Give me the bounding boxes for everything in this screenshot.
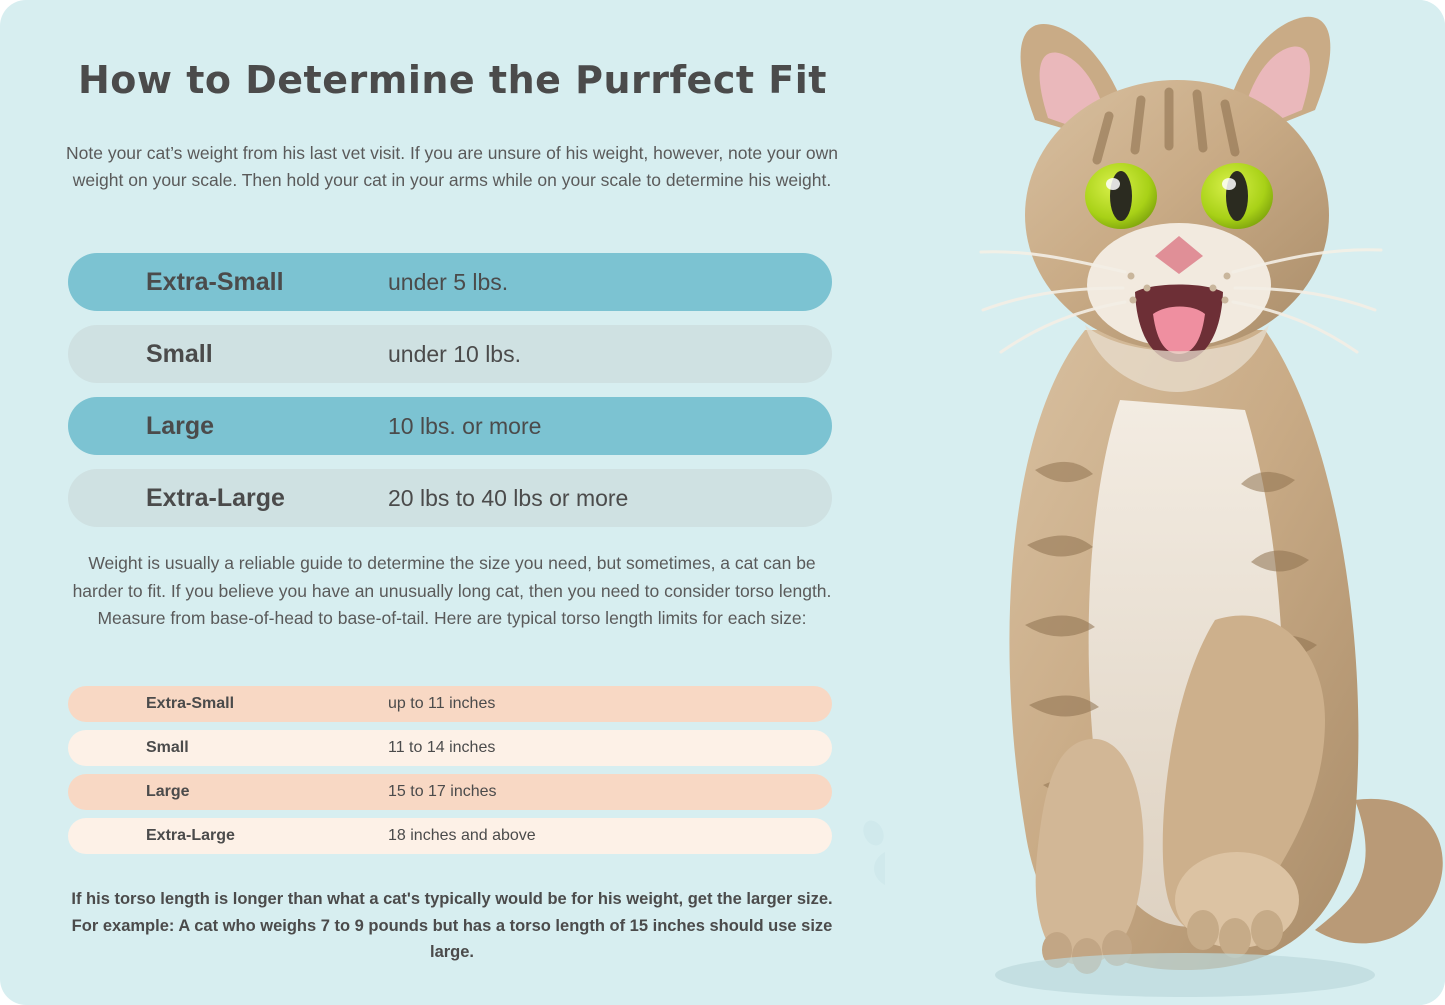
page-title: How to Determine the Purrfect Fit bbox=[78, 58, 827, 102]
size-label: Small bbox=[146, 739, 189, 756]
table-row bbox=[68, 325, 832, 383]
cat-illustration bbox=[885, 0, 1445, 1005]
intro-paragraph: Note your cat’s weight from his last vet visit. If you are unsure of his weight, however, note your own weight on your scale. Then hold your cat in your arms while on your scale to determine his weight. bbox=[66, 143, 838, 191]
torso-length-table bbox=[68, 686, 832, 862]
table-row bbox=[68, 253, 832, 311]
size-label: Extra-Large bbox=[146, 483, 285, 512]
size-value: 20 lbs to 40 lbs or more bbox=[388, 484, 629, 511]
size-label: Large bbox=[146, 783, 190, 800]
footnote-paragraph: If his torso length is longer than what a cat's typically would be for his weight, get the larger size. For example: A cat who weighs 7 to 9 pounds but has a torso length of 15 inches should use size large. bbox=[71, 890, 833, 962]
size-label: Extra-Large bbox=[146, 827, 235, 844]
weight-size-table bbox=[68, 253, 832, 541]
table-row bbox=[68, 774, 832, 810]
size-label: Extra-Small bbox=[146, 695, 235, 712]
size-value: 18 inches and above bbox=[388, 827, 536, 844]
torso-intro-paragraph: Weight is usually a reliable guide to determine the size you need, but sometimes, a cat can be harder to fit. If you believe you have an unusually long cat, then you need to consider torso length. Measure from base-of-head to base-of-tail. Here are typical torso length limits for each size: bbox=[72, 553, 832, 629]
size-value: 10 lbs. or more bbox=[388, 412, 542, 439]
cat-photo bbox=[885, 0, 1445, 1005]
size-value: up to 11 inches bbox=[388, 695, 496, 712]
size-value: under 10 lbs. bbox=[388, 340, 521, 367]
table-row bbox=[68, 397, 832, 455]
table-row bbox=[68, 469, 832, 527]
size-label: Large bbox=[146, 411, 215, 440]
size-value: 11 to 14 inches bbox=[388, 739, 496, 756]
size-label: Small bbox=[146, 339, 213, 368]
size-label: Extra-Small bbox=[146, 267, 284, 296]
table-row bbox=[68, 818, 832, 854]
size-value: under 5 lbs. bbox=[388, 268, 509, 295]
size-value: 15 to 17 inches bbox=[388, 783, 497, 800]
table-row bbox=[68, 686, 832, 722]
table-row bbox=[68, 730, 832, 766]
